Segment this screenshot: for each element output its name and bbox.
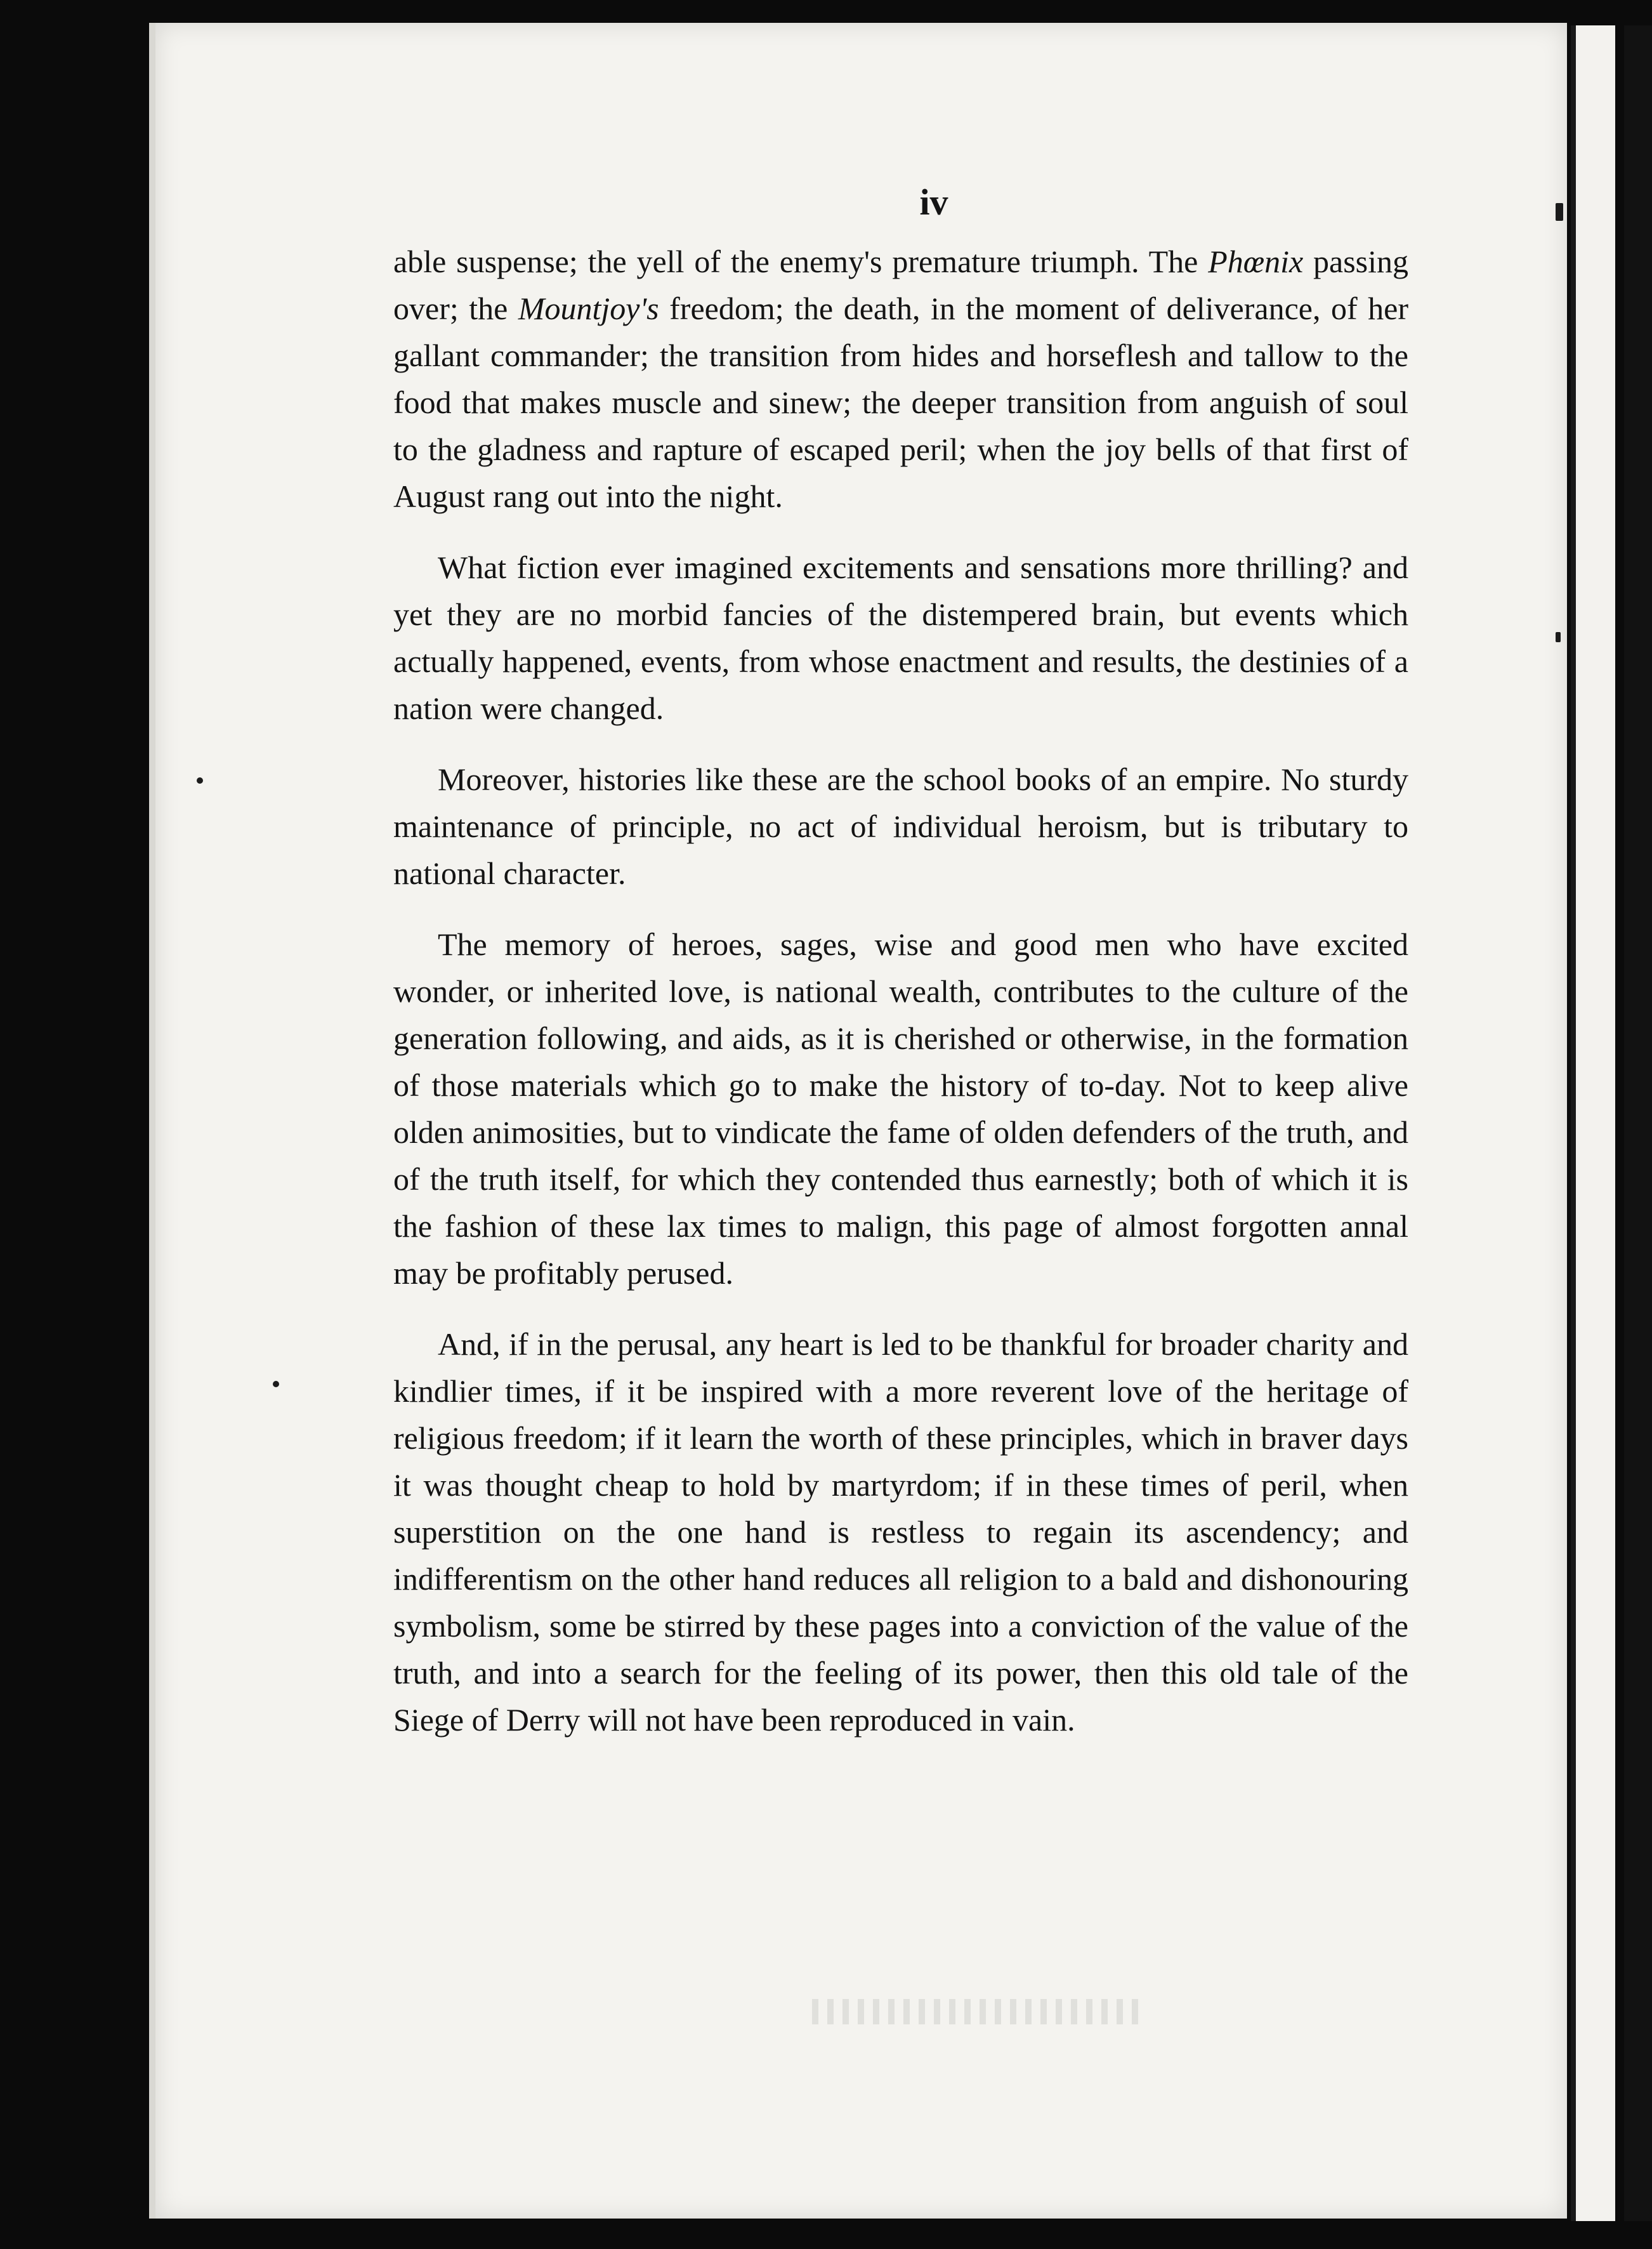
ink-speck <box>273 1381 279 1387</box>
page-number: iv <box>919 181 948 223</box>
text-segment: able suspense; the yell of the enemy's premature triumph. The <box>393 244 1209 279</box>
text-segment: And, if in the perusal, any heart is led to be thankful for broader charity and kindlier times, if it be inspired with a more reverent love of the heritage of religious freedom; if it learn the worth of these principles, which in braver days it was thought cheap to hold by martyrdom; if in these times of peril, when superstition on the one hand is restless to regain its ascendency; and indifferentism on the other hand reduces all religion to a bald and dishonouring symbolism, some be stirred by these pages into a conviction of the value of the truth, and into a search for the feeling of its power, then this old tale of the Siege of Derry will not have been reproduced in vain. <box>393 1326 1408 1738</box>
paragraph-5 <box>393 1321 1408 1743</box>
paragraph-1 <box>393 238 1408 520</box>
paragraph-2 <box>393 544 1408 732</box>
text-segment: What fiction ever imagined excitements and sensations more thrilling? and yet they are no morbid fancies of the distempered brain, but events which actually happened, events, from whose enactment and results, the destinies of a nation were changed. <box>393 550 1408 726</box>
ink-speck <box>197 777 203 784</box>
text-segment: Moreover, histories like these are the school books of an empire. No sturdy maintenance of principle, no act of individual heroism, but is tributary to national character. <box>393 762 1408 891</box>
text-segment: passing over; the <box>393 244 1409 326</box>
next-page-edge <box>1571 25 1615 2221</box>
scan-border-right <box>1624 25 1652 2221</box>
paragraph-3 <box>393 756 1408 897</box>
body-text <box>393 238 1408 1767</box>
text-segment: The memory of heroes, sages, wise and good men who have excited wonder, or inherited love, is national wealth, contributes to the culture of the generation following, and aids, as it is cherished or otherwise, in the formation of those materials which go to make the history of to-day. Not to keep alive olden animosities, but to vindicate the fame of olden defenders of the truth, and of the truth itself, for which they contended thus earnestly; both of which it is the fashion of these lax times to malign, this page of almost forgotten annal may be profitably perused. <box>393 927 1408 1291</box>
bleed-through-marks <box>812 1999 1142 2024</box>
text-segment: freedom; the death, in the moment of deliverance, of her gallant commander; the transition from hides and horseflesh and tallow to the food that makes muscle and sinew; the deeper transition from anguish of soul to the gladness and rapture of escaped peril; when the joy bells of that first of August rang out into the night. <box>393 291 1408 514</box>
italic-name: Mountjoy's <box>518 291 659 326</box>
italic-name: Phœnix <box>1208 244 1304 279</box>
ink-speck <box>1556 632 1561 642</box>
paragraph-4 <box>393 921 1408 1296</box>
